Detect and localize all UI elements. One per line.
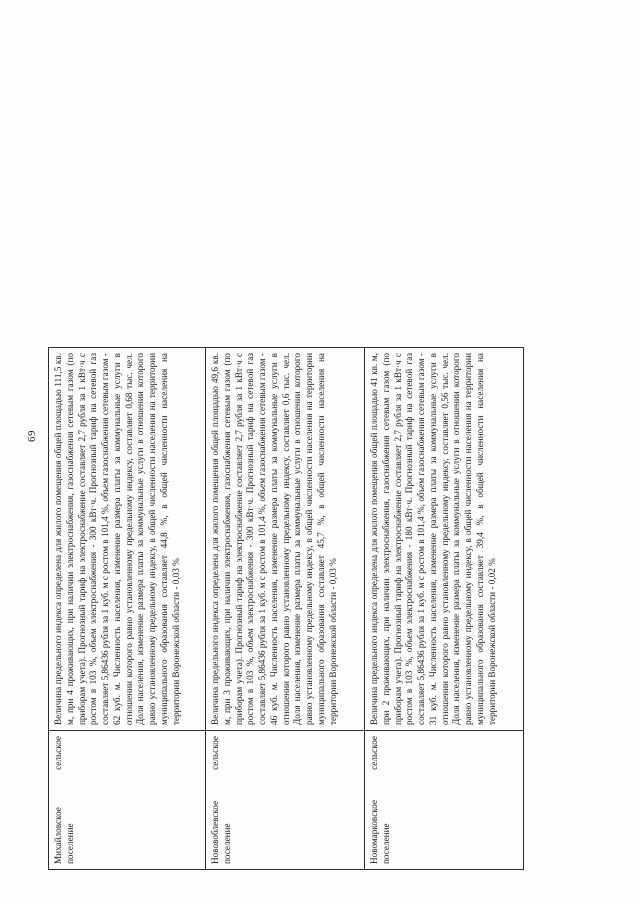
settlement-description-cell (365, 348, 524, 731)
settlement-name: Новомарковское сельское поселение (369, 736, 391, 864)
rotation-container (48, 10, 524, 870)
settlement-description-cell (206, 348, 365, 731)
page-number: 69 (26, 430, 38, 442)
table-row (206, 348, 365, 870)
settlement-description: Величина предельного индекса определена для жилого помещения общей площадью 49,6 кв. м, при 3 проживающих, при наличии электроснабжения, газоснабжения сетевым газом (по приборам учета). Прогнозный тариф на электроснабжение составляет 2,7 рубля за 1 кВт·ч с ростом в 103 %, объем электроснабжения - 300 кВт·ч. Прогнозный тариф на сетевой газ составляет 5,86436 рубля за 1 куб. м с ростом в 101,4 %, объем газоснабжения сетевым газом - 46 куб. м. Численность населения, изменение размера платы за коммунальные услуги в отношении которого равно установленному предельному индексу, составляет 0,6 тыс. чел. Доля населения, изменение размера платы за коммунальные услуги в отношении которого равно установленному предельному индексу, в общей численности населения на территории муниципального образования составляет 45,7 %, в общей численности населения на территории Воронежской области - 0,03 % (210, 353, 338, 725)
settlement-name-cell (365, 731, 524, 870)
table-row (365, 348, 524, 870)
rotated-table-area (48, 10, 568, 870)
settlement-name-cell (206, 731, 365, 870)
table-row (49, 348, 206, 870)
settlement-description-cell (49, 348, 206, 731)
predельный-index-table (48, 347, 524, 870)
settlement-name: Михайловское сельское поселение (53, 736, 75, 864)
settlement-description: Величина предельного индекса определена для жилого помещения общей площадью 41 кв. м, при 2 проживающих, при наличии электроснабжения, газоснабжения сетевым газом (по приборам учета). Прогнозный тариф на электроснабжение составляет 2,7 рубля за 1 кВт·ч с ростом в 103 %, объем электроснабжения - 180 кВт·ч. Прогнозный тариф на сетевой газ составляет 5,86436 рубля за 1 куб. м с ростом в 101,4 %, объем газоснабжения сетевым газом - 31 куб. м. Численность населения, изменение размера платы за коммунальные услуги в отношении которого равно установленному предельному индексу, составляет 0,56 тыс. чел. Доля населения, изменение размера платы за коммунальные услуги в отношении которого равно установленному предельному индексу, в общей численности населения на территории муниципального образования составляет 39,4 %, в общей численности населения на территории Воронежской области - 0,02 % (369, 353, 497, 725)
settlement-description: Величина предельного индекса определена для жилого помещения общей площадью 111,5 кв. м, при 4 проживающих, при наличии электроснабжения, газоснабжения сетевым газом (по приборам учета). Прогнозный тариф на электроснабжение составляет 2,7 рубля за 1 кВт·ч с ростом в 103 %, объем электроснабжения - 300 кВт·ч. Прогнозный тариф на сетевой газ составляет 5,86436 рубля за 1 куб. м с ростом в 101,4 %, объем газоснабжения сетевым газом - 62 куб. м. Численность населения, изменение размера платы за коммунальные услуги в отношении которого равно установленному предельному индексу, составляет 0,68 тыс. чел. Доля населения, изменение размера платы за коммунальные услуги в отношении которого равно установленному предельному индексу, в общей численности населения на территории муниципального образования составляет 44,8 %, в общей численности населения на территории Воронежской области - 0,03 % (53, 353, 181, 725)
settlement-name: Нововоблевское сельское поселение (210, 736, 232, 864)
settlement-name-cell (49, 731, 206, 870)
